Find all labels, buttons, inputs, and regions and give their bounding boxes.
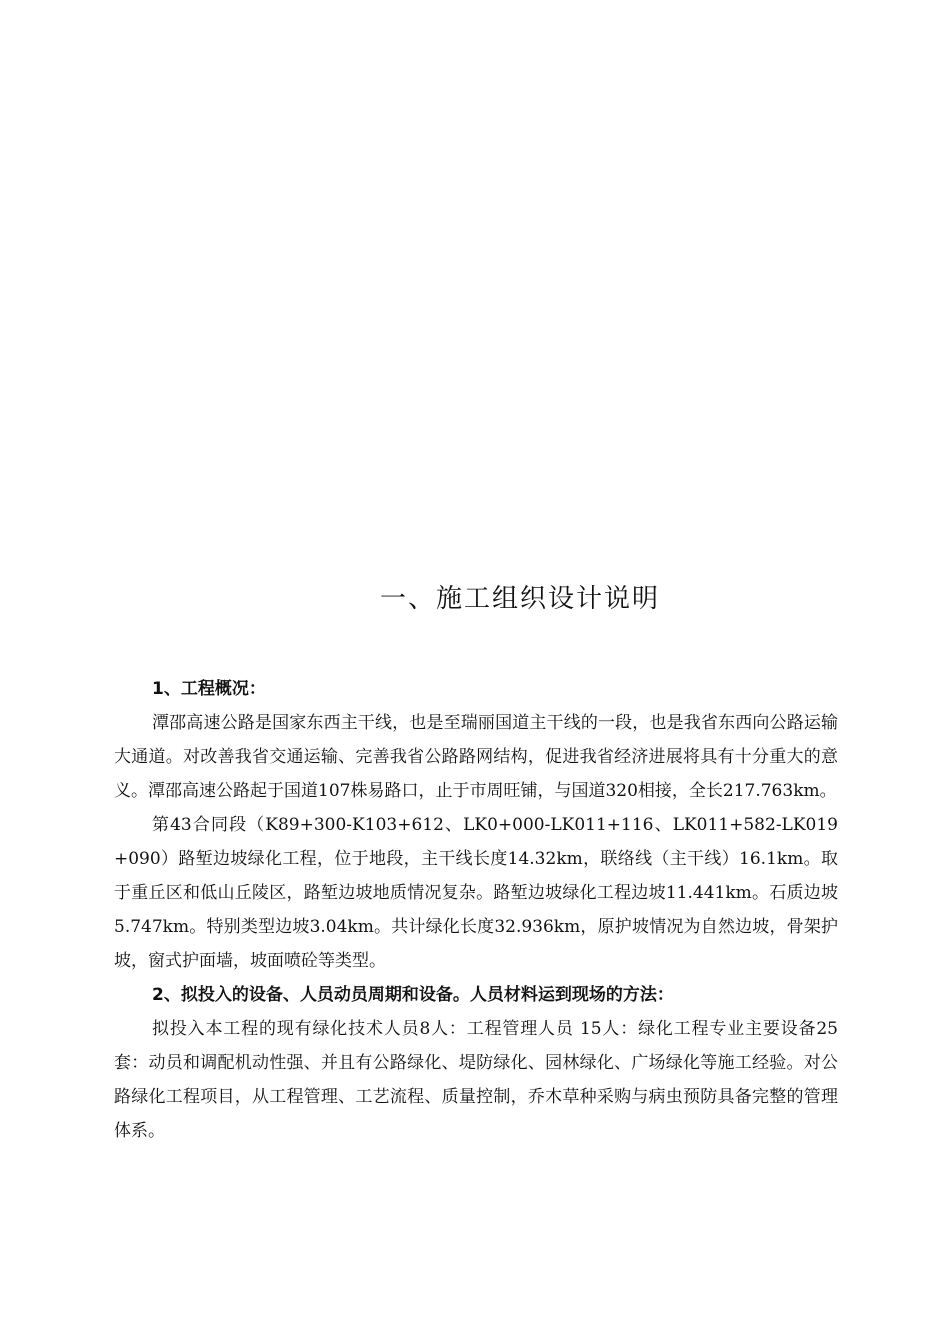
section-project-overview — [114, 672, 838, 978]
section-heading: 2、拟投入的设备、人员动员周期和设备。人员材料运到现场的方法： — [152, 985, 674, 1005]
paragraph: 第43合同段（K89+300-K103+612、LK0+000-LK011+116、LK011+582-LK019+090）路堑边坡绿化工程，位于地段，主干线长度14.32km，联络线（主干线）16.1km。取于重丘区和低山丘陵区，路堑边坡地质情况复杂。路堑边坡绿化工程边坡11.441km。石质边坡5.747km。特别类型边坡3.04km。共计绿化长度32.936km，原护坡情况为自然边坡，骨架护坡，窗式护面墙，坡面喷砼等类型。 — [114, 815, 838, 971]
paragraph: 拟投入本工程的现有绿化技术人员8人：工程管理人员 15人：绿化工程专业主要设备25套：动员和调配机动性强、并且有公路绿化、堤防绿化、园林绿化、广场绿化等施工经验。对公路绿化工程项目，从工程管理、工艺流程、质量控制，乔木草种采购与病虫预防具备完整的管理体系。 — [114, 1019, 838, 1141]
paragraph: 潭邵高速公路是国家东西主干线，也是至瑞丽国道主干线的一段，也是我省东西向公路运输大通道。对改善我省交通运输、完善我省公路路网结构，促进我省经济进展将具有十分重大的意义。潭邵高速公路起于国道107株易路口，止于市周旺铺，与国道320相接，全长217.763km。 — [114, 713, 838, 801]
section-equipment-personnel — [114, 978, 838, 1148]
page-title: 一、施工组织设计说明 — [379, 584, 660, 614]
section-heading: 1、工程概况： — [152, 679, 266, 699]
document-body — [114, 672, 838, 1148]
